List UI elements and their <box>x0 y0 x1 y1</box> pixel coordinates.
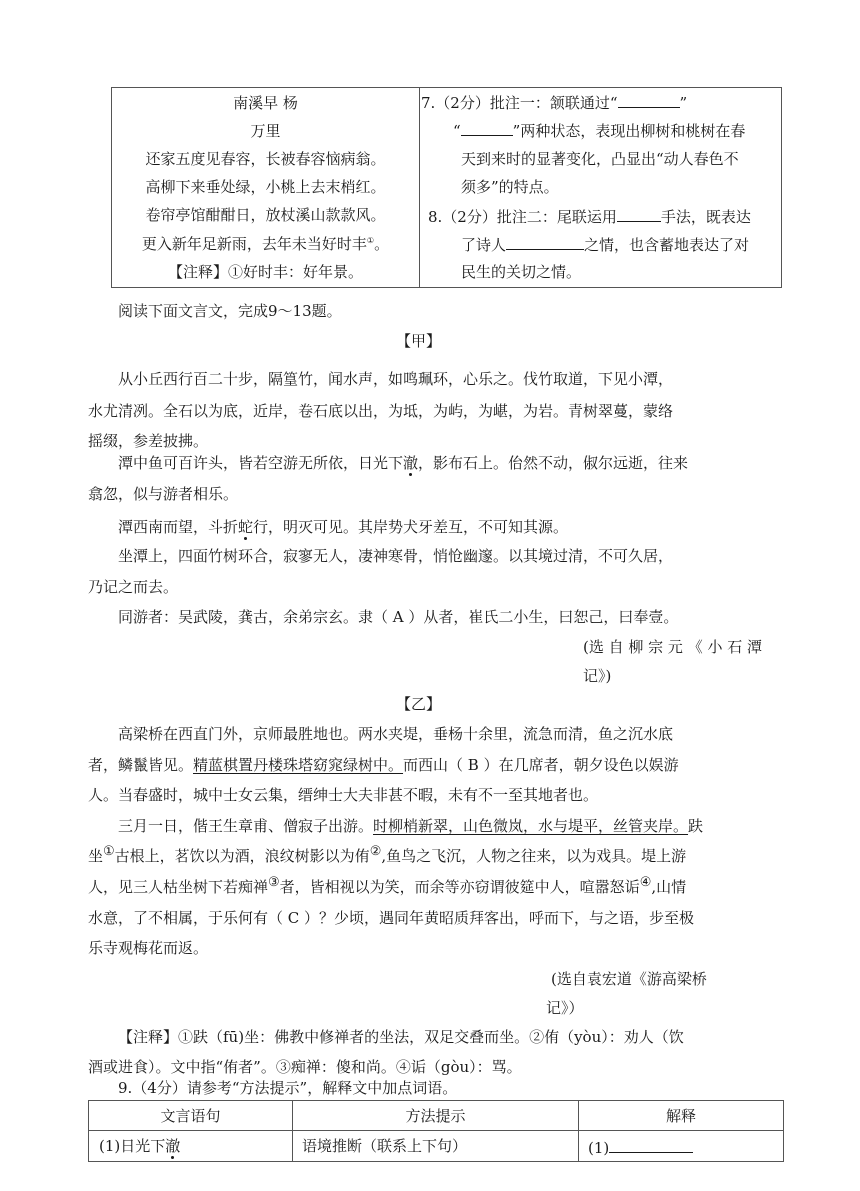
passage-jia-source: (选 自 柳 宗 元 《 小 石 潭 <box>583 638 762 656</box>
passage-jia-line: 潭西南而望，斗折蛇行，明灭可见。其岸势犬牙差互，不可知其源。 <box>118 518 569 536</box>
table-header-sentence: 文言语句 <box>160 1107 221 1125</box>
passage-yi-line: 人，见三人枯坐树下若痴禅③者，皆相视以为笑，而余等亦窃谓彼筵中人，喧嚣怒诟④,山情 <box>88 875 687 896</box>
passage-jia-source: 记》) <box>583 667 612 685</box>
passage-yi-line: 高梁桥在西直门外，京师最胜地也。两水夹堤，垂杨十余里，流急而清，鱼之沉水底 <box>118 725 674 743</box>
explanation-table <box>88 1100 784 1162</box>
question-7-line-3: 天到来时的显著变化，凸显出“动人春色不 <box>461 150 739 168</box>
poem-author: 万里 <box>250 122 281 140</box>
passage-jia-heading: 【甲】 <box>396 332 442 350</box>
notes-line: 酒或进食）。文中指“侑者”。③痴禅：傻和尚。④诟（gòu）：骂。 <box>88 1058 522 1076</box>
passage-jia-line: 水尤清冽。全石以为底，近岸，卷石底以出，为坻，为屿，为嵁，为岩。青树翠蔓，蒙络 <box>88 402 674 420</box>
dotted-word: 蛇 <box>238 518 254 536</box>
passage-jia-line: 坐潭上，四面竹树环合，寂寥无人，凄神寒骨，悄怆幽邃。以其境过清，不可久居， <box>118 547 674 565</box>
passage-jia-line: 翕忽，似与游者相乐。 <box>88 485 239 503</box>
passage-yi-line: 者，鳞鬣皆见。精蓝棋置丹楼珠塔窈窕绿树中。而西山（ B ）在几席者，朝夕设色以娱游 <box>88 756 679 774</box>
passage-yi-heading: 【乙】 <box>396 695 442 713</box>
answer-blank[interactable] <box>618 93 680 108</box>
question-8-line-2: 了诗人 之情，也含蓄地表达了对 <box>461 236 750 254</box>
table-cell-sentence: (1)日光下澈 <box>99 1137 181 1155</box>
dotted-word: 澈 <box>403 454 419 472</box>
passage-yi-line: 人。当春盛时，城中士女云集，缙绅士大夫非甚不暇，未有不一至其地者也。 <box>88 786 599 804</box>
table-rule <box>89 1130 783 1131</box>
poem-title: 南溪早 杨 <box>233 94 298 112</box>
question-9: 9.（4分）请参考“方法提示”，解释文中加点词语。 <box>118 1079 458 1097</box>
table-cell-answer: (1) <box>588 1138 693 1158</box>
poem-line-2: 高柳下来垂处绿，小桃上去末梢红。 <box>145 178 386 196</box>
poem-line-1: 还家五度见春容，长被春容恼病翁。 <box>145 150 386 168</box>
passage-yi-line: 水意，了不相属，于乐何有（ C ）？少顷，遇同年黄昭质拜客出，呼而下，与之语，步至极 <box>88 909 695 927</box>
passage-jia-line: 摇缀，参差披拂。 <box>88 432 209 450</box>
poem-note: 【注释】①好时丰：好年景。 <box>167 263 363 281</box>
poem-line-3: 卷帘亭馆酣酣日，放杖溪山款款风。 <box>145 206 386 224</box>
answer-blank[interactable] <box>506 235 584 250</box>
question-8-line-1: 8.（2分）批注二：尾联运用 手法，既表达 <box>428 208 751 226</box>
passage-yi-line: 坐①古根上，茗饮以为酒，浪纹树影以为侑②,鱼鸟之飞沉，人物之往来，以为戏具。堤上游 <box>88 844 687 865</box>
passage-jia-line: 潭中鱼可百许头，皆若空游无所依，日光下澈，影布石上。佁然不动，俶尔远逝，往来 <box>118 454 689 472</box>
table-cell-method: 语境推断（联系上下句） <box>302 1137 468 1155</box>
table-header-method: 方法提示 <box>405 1107 466 1125</box>
passage-yi-source: 记》） <box>546 999 584 1017</box>
underlined-sentence: 精蓝棋置丹楼珠塔窈窕绿树中。 <box>193 756 404 774</box>
passage-yi-line: 乐寺观梅花而返。 <box>88 939 209 957</box>
notes-line: 【注释】①趺（fū)坐：佛教中修禅者的坐法，双足交叠而坐。②侑（yòu）：劝人（饮 <box>118 1028 684 1046</box>
poem-line-4: 更入新年足新雨，去年未当好时丰①。 <box>141 235 390 253</box>
dotted-word: 澈 <box>165 1137 181 1155</box>
poem-question-table <box>111 87 782 288</box>
question-7-line-1: 7.（2分）批注一：颔联通过“ ” <box>421 94 688 112</box>
passage-yi-line: 三月一日，偕王生章甫、僧寂子出游。时柳梢新翠，山色微岚，水与堤平，丝管夹岸。趺 <box>118 817 704 835</box>
underlined-sentence: 时柳梢新翠，山色微岚，水与堤平，丝管夹岸。 <box>373 817 689 835</box>
question-7-line-4: 须多”的特点。 <box>461 178 559 196</box>
passage-jia-line: 同游者：吴武陵，龚古，余弟宗玄。隶（ A ）从者，崔氏二小生，曰恕己，曰奉壹。 <box>118 608 679 626</box>
passage-jia-line: 乃记之而去。 <box>88 578 179 596</box>
question-8-line-3: 民生的关切之情。 <box>461 263 582 281</box>
table-header-explanation: 解释 <box>665 1107 696 1125</box>
passage-yi-source: (选自袁宏道《游高梁桥 <box>551 970 707 988</box>
reading-intro: 阅读下面文言文，完成9～13题。 <box>118 302 342 320</box>
answer-blank[interactable] <box>617 207 661 222</box>
table-divider <box>419 88 420 287</box>
answer-blank[interactable] <box>461 121 513 136</box>
passage-jia-line: 从小丘西行百二十步，隔篁竹，闻水声，如鸣珮环，心乐之。伐竹取道，下见小潭， <box>118 370 674 388</box>
answer-blank[interactable] <box>609 1138 693 1153</box>
question-7-line-2: “ ”两种状态，表现出柳树和桃树在春 <box>453 122 746 140</box>
